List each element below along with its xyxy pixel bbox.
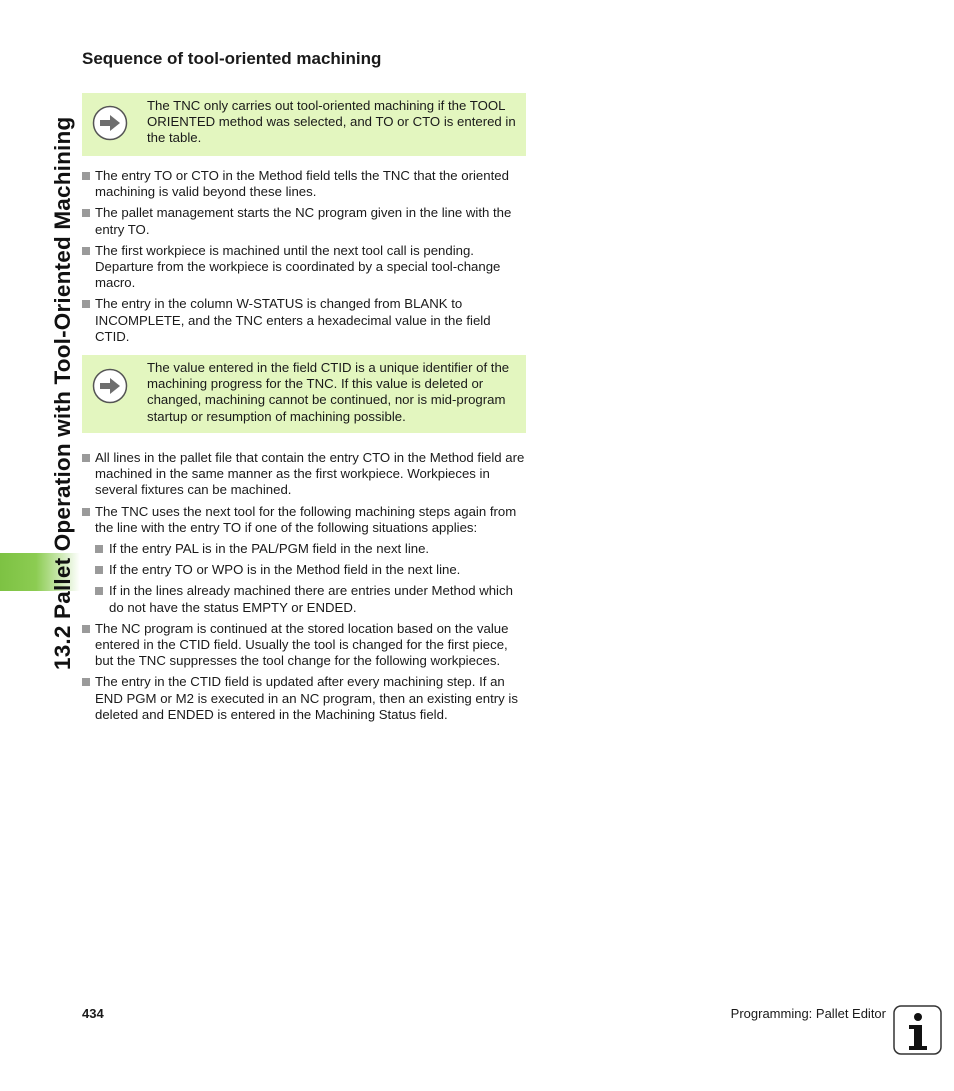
square-bullet-icon <box>95 587 103 595</box>
list-item-text: The NC program is continued at the stored location based on the value entered in the CTID field. Usually the tool is changed for the first piece, but the TNC suppresses the tool change for the following workpieces. <box>95 620 509 669</box>
square-bullet-icon <box>82 625 90 633</box>
chapter-side-title: 13.2 Pallet Operation with Tool-Oriented Machining <box>50 116 75 670</box>
list-item <box>82 450 528 499</box>
list-item <box>82 205 528 237</box>
list-item <box>82 621 528 670</box>
square-bullet-icon <box>82 678 90 686</box>
arrow-right-icon <box>92 368 128 404</box>
arrow-right-icon <box>92 105 128 141</box>
square-bullet-icon <box>95 545 103 553</box>
list-item <box>82 168 528 200</box>
list-item-text: The TNC uses the next tool for the following machining steps again from the line with the entry TO if one of the following situations applies: <box>95 503 517 535</box>
sub-list-item-text: If the entry PAL is in the PAL/PGM field in the next line. <box>109 541 430 557</box>
square-bullet-icon <box>82 209 90 217</box>
sub-list-item-text: If in the lines already machined there are entries under Method which do not have the status EMPTY or ENDED. <box>109 583 513 615</box>
list-item-text: All lines in the pallet file that contain the entry CTO in the Method field are machined in the same manner as the first workpiece. Workpieces in several fixtures can be machined. <box>95 450 525 498</box>
footer-chapter-title: Programming: Pallet Editor <box>730 1006 886 1021</box>
square-bullet-icon <box>95 566 103 574</box>
note-box <box>82 355 526 433</box>
list-item-text: The first workpiece is machined until the next tool call is pending. Departure from the workpiece is coordinated by a special tool-change macro. <box>95 242 501 291</box>
list-item <box>82 504 528 616</box>
square-bullet-icon <box>82 454 90 462</box>
square-bullet-icon <box>82 172 90 180</box>
note-box <box>82 93 526 156</box>
info-icon <box>893 1005 942 1055</box>
list-item <box>82 674 528 723</box>
sub-list <box>95 541 528 616</box>
note-text: The TNC only carries out tool-oriented machining if the TOOL ORIENTED method was selected, and TO or CTO is entered in the table. <box>147 98 516 146</box>
square-bullet-icon <box>82 300 90 308</box>
list-item-text: The entry in the column W-STATUS is changed from BLANK to INCOMPLETE, and the TNC enters a hexadecimal value in the field CTID. <box>95 296 491 344</box>
sub-list-item-text: If the entry TO or WPO is in the Method field in the next line. <box>109 562 461 578</box>
note-text: The value entered in the field CTID is a unique identifier of the machining progress for the TNC. If this value is deleted or changed, machining cannot be continued, nor is mid-program startup or resumption of machining possible. <box>147 360 510 424</box>
sub-list-item <box>95 583 528 615</box>
square-bullet-icon <box>82 247 90 255</box>
sub-list-item <box>95 562 528 578</box>
square-bullet-icon <box>82 508 90 516</box>
list-item-text: The entry in the CTID field is updated after every machining step. If an END PGM or M2 is executed in an NC program, then an existing entry is deleted and ENDED is entered in the Machining Status field. <box>95 674 518 722</box>
bullet-list <box>82 450 528 728</box>
bullet-list <box>82 168 528 350</box>
sub-list-item <box>95 541 528 557</box>
section-heading: Sequence of tool-oriented machining <box>82 49 382 68</box>
list-item-text: The pallet management starts the NC program given in the line with the entry TO. <box>95 205 512 237</box>
list-item-text: The entry TO or CTO in the Method field tells the TNC that the oriented machining is valid beyond these lines. <box>95 168 509 200</box>
list-item <box>82 243 528 292</box>
list-item <box>82 296 528 345</box>
page-number: 434 <box>82 1006 104 1021</box>
